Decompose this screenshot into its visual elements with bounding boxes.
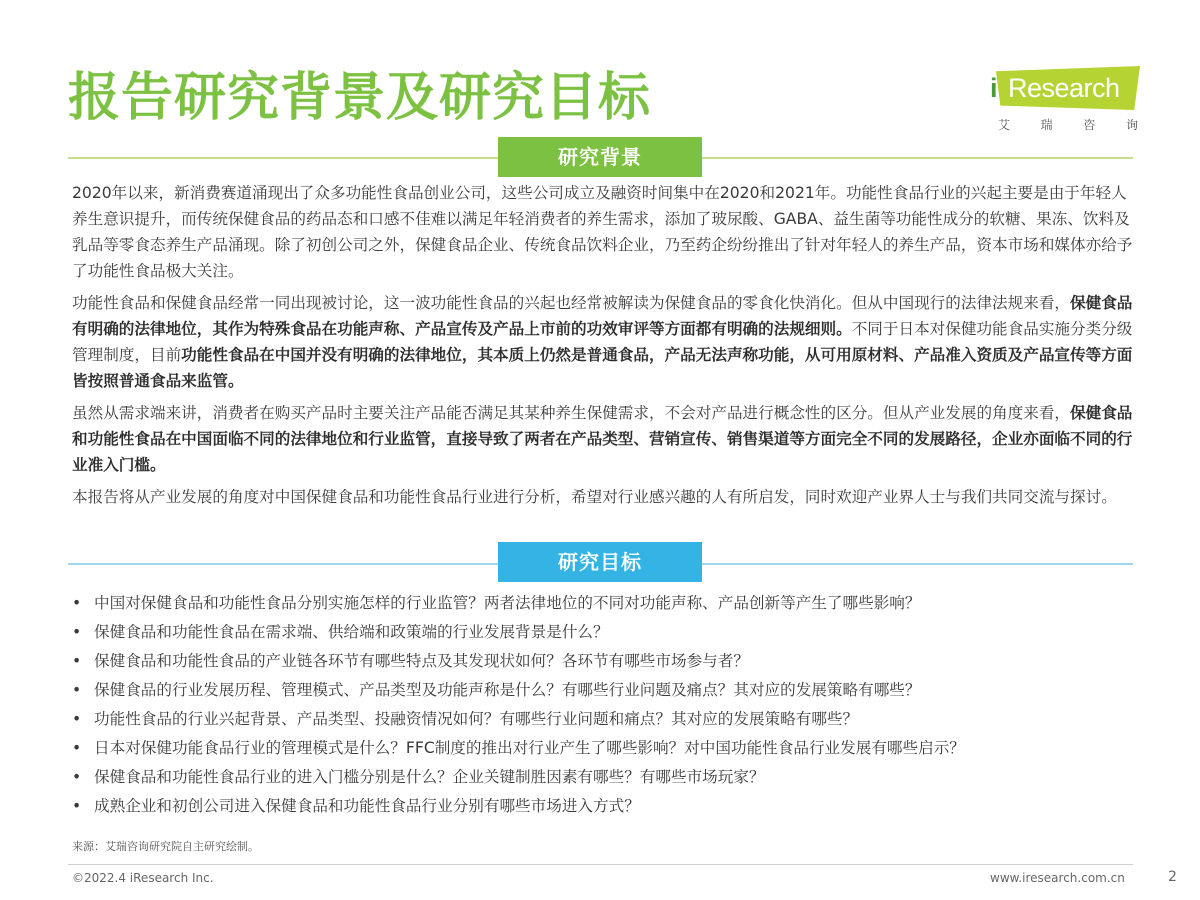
body-text: 虽然从需求端来讲，消费者在购买产品时主要关注产品能否满足其某种养生保健需求，不会对产品进行概念性的区分。但从产业发展的角度来看， (72, 404, 1071, 422)
background-paragraph (72, 180, 1138, 284)
page-number: 2 (1168, 869, 1177, 885)
body-text: 本报告将从产业发展的角度对中国保健食品和功能性食品行业进行分析，希望对行业感兴趣的人有所启发，同时欢迎产业界人士与我们共同交流与探讨。 (72, 488, 1117, 506)
footer-copyright: ©2022.4 iResearch Inc. (72, 871, 214, 885)
emphasis-text: 保健食品和功能性食品在中国面临不同的法律地位和行业监管，直接导致了两者在产品类型、营销宣传、销售渠道等方面完全不同的发展路径，企业亦面临不同的行业准入门槛。 (72, 404, 1133, 474)
logo-mark: i (990, 73, 998, 103)
goal-item: • 日本对保健功能食品行业的管理模式是什么？FFC制度的推出对行业产生了哪些影响？对中国功能性食品行业发展有哪些启示？ (72, 734, 1138, 763)
goal-item: • 保健食品和功能性食品在需求端、供给端和政策端的行业发展背景是什么？ (72, 618, 1138, 647)
logo-sub-char: 瑞 (1040, 118, 1053, 132)
section-label-goals: 研究目标 (498, 542, 702, 582)
footer-divider (68, 864, 1133, 865)
goal-item: • 成熟企业和初创公司进入保健食品和功能性食品行业分别有哪些市场进入方式？ (72, 792, 1138, 821)
background-paragraph (72, 484, 1138, 510)
body-text: 不同于日本对保健功能食品实施分类分级管理制度，目前 (72, 320, 1133, 364)
goals-list (72, 589, 1138, 821)
source-note: 来源：艾瑞咨询研究院自主研究绘制。 (72, 840, 259, 853)
logo-sub-char: 艾 (998, 118, 1011, 132)
goal-item: • 功能性食品的行业兴起背景、产品类型、投融资情况如何？有哪些行业问题和痛点？其对应的发展策略有哪些？ (72, 705, 1138, 734)
iresearch-logo[interactable] (988, 66, 1140, 132)
background-text (72, 180, 1138, 516)
emphasis-text: 功能性食品在中国并没有明确的法律地位，其本质上仍然是普通食品，产品无法声称功能，从可用原材料、产品准入资质及产品宣传等方面皆按照普通食品来监管。 (72, 346, 1133, 390)
logo-subtitle (998, 116, 1138, 133)
goal-item: • 保健食品和功能性食品行业的进入门槛分别是什么？企业关键制胜因素有哪些？有哪些市场玩家？ (72, 763, 1138, 792)
goal-item: • 保健食品和功能性食品的产业链各环节有哪些特点及其发现状如何？各环节有哪些市场参与者？ (72, 647, 1138, 676)
page-title: 报告研究背景及研究目标 (68, 68, 652, 128)
body-text: 功能性食品和保健食品经常一同出现被讨论，这一波功能性食品的兴起也经常被解读为保健食品的零食化快消化。但从中国现行的法律法规来看， (72, 294, 1071, 312)
goal-item: • 中国对保健食品和功能性食品分别实施怎样的行业监管？两者法律地位的不同对功能声称、产品创新等产生了哪些影响？ (72, 589, 1138, 618)
background-paragraph (72, 400, 1138, 478)
logo-wordmark: Research (1008, 73, 1120, 103)
emphasis-text: 保健食品有明确的法律地位，其作为特殊食品在功能声称、产品宣传及产品上市前的功效审评等方面都有明确的法规细则。 (72, 294, 1133, 338)
section-label-background: 研究背景 (498, 137, 702, 177)
goal-item: • 保健食品的行业发展历程、管理模式、产品类型及功能声称是什么？有哪些行业问题及痛点？其对应的发展策略有哪些？ (72, 676, 1138, 705)
logo-sub-char: 询 (1125, 118, 1138, 132)
body-text: 2020年以来，新消费赛道涌现出了众多功能性食品创业公司，这些公司成立及融资时间集中在2020和2021年。功能性食品行业的兴起主要是由于年轻人养生意识提升，而传统保健食品的药品态和口感不佳难以满足年轻消费者的养生需求，添加了玻尿酸、GABA、益生菌等功能性成分的软糖、果冻、饮料及乳品等零食态养生产品涌现。除了初创公司之外，保健食品企业、传统食品饮料企业，乃至药企纷纷推出了针对年轻人的养生产品，资本市场和媒体亦给予了功能性食品极大关注。 (72, 184, 1133, 280)
footer-url[interactable]: www.iresearch.com.cn (990, 871, 1125, 885)
logo-sub-char: 咨 (1083, 118, 1096, 132)
background-paragraph (72, 290, 1138, 394)
